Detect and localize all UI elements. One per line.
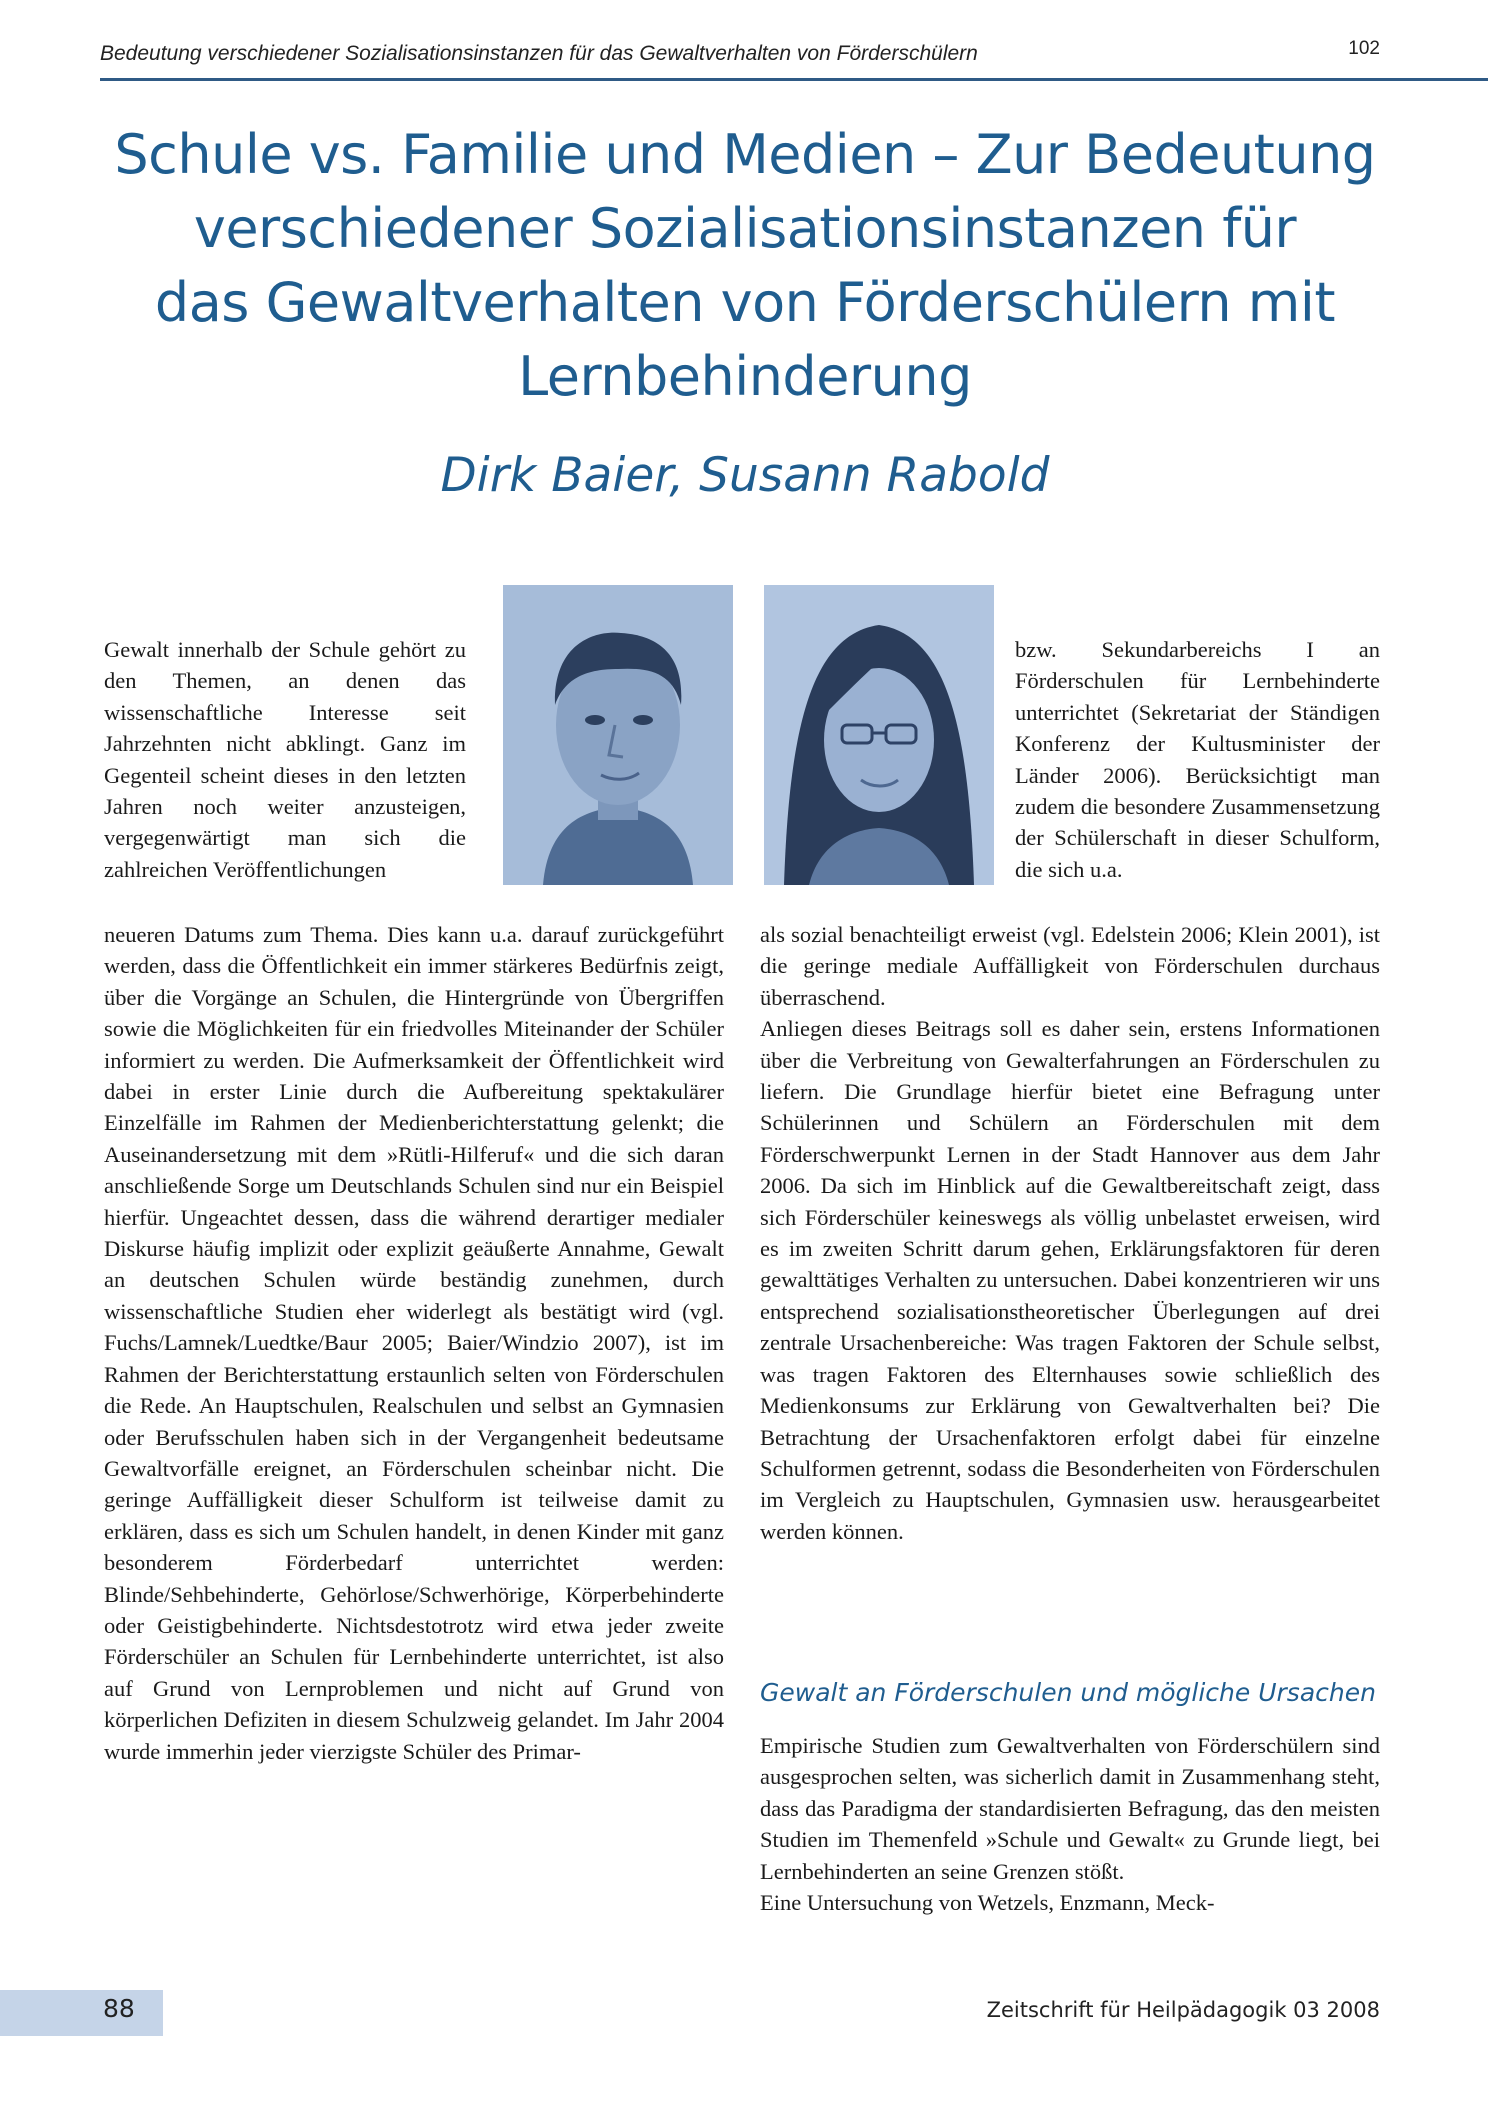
- title-line: Schule vs. Familie und Medien – Zur Bedeutung: [114, 123, 1376, 186]
- body-paragraph: neueren Datums zum Thema. Dies kann u.a. darauf zurückgeführt werden, dass die Öffentlichkeit ein immer stärkeres Bedürfnis zeigt, über die Vorgänge an Schulen, die Hintergründe von Übergriffen sowie die Möglichkeiten für ein friedvolles Miteinander der Schüler informiert zu werden. Die Aufmerksamkeit der Öffentlichkeit wird dabei in erster Linie durch die Aufbereitung spektakulärer Einzelfälle im Rahmen der Medienberichterstattung gelenkt; die Auseinandersetzung mit dem »Rütli-Hilferuf« und die sich daran anschließende Sorge um Deutschlands Schulen sind nur ein Beispiel hierfür. Ungeachtet dessen, dass die während derartiger medialer Diskurse häufig implizit oder explizit geäußerte Annahme, Gewalt an deutschen Schulen würde beständig zunehmen, durch wissenschaftliche Studien eher widerlegt als bestätigt wird (vgl. Fuchs/Lamnek/Luedtke/Baur 2005; Baier/Windzio 2007), ist im Rahmen der Berichterstattung erstaunlich selten von Förderschulen die Rede. An Hauptschulen, Realschulen und selbst an Gymnasien oder Berufsschulen haben sich in der Vergangenheit bedeutsame Gewaltvorfälle ereignet, an Förderschulen scheinbar nicht. Die geringe Auffälligkeit dieser Schulform ist teilweise damit zu erklären, dass es sich um Schulen handelt, in denen Kinder mit ganz besonderem Förderbedarf unterrichtet werden: Blinde/Sehbehinderte, Gehörlose/Schwerhörige, Körperbehinderte oder Geistigbehinderte. Nichtsdestotrotz wird etwa jeder zweite Förderschüler an Schulen für Lernbehinderte unterrichtet, ist also auf Grund von Lernproblemen und nicht auf Grund von körperlichen Defiziten in diesem Schulzweig gelandet. Im Jahr 2004 wurde immerhin jeder vierzigste Schüler des Primar-: [104, 922, 724, 1764]
- running-header: Bedeutung verschiedener Sozialisationsinstanzen für das Gewaltverhalten von Förderschülern: [100, 42, 978, 65]
- author-photo-rabold: [764, 585, 994, 885]
- page-number: 88: [103, 1994, 135, 2023]
- body-paragraph: Gewalt innerhalb der Schule gehört zu den Themen, an denen das wissenschaftliche Interesse seit Jahrzehnten nicht abklingt. Ganz im Gegenteil scheint dieses in den letzten Jahren noch weiter anzusteigen, vergegenwärtigt man sich die zahlreichen Veröffentlichungen: [104, 637, 466, 882]
- header-rule: [100, 78, 1488, 81]
- body-column-left-top: [104, 634, 466, 885]
- body-column-right-lower: [760, 1730, 1380, 1918]
- body-paragraph: als sozial benachteiligt erweist (vgl. Edelstein 2006; Klein 2001), ist die geringe mediale Auffälligkeit von Förderschulen durchaus überraschend.: [760, 922, 1380, 1010]
- article-title: [100, 118, 1390, 414]
- body-paragraph: bzw. Sekundarbereichs I an Förderschulen für Lernbehinderte unterrichtet (Sekretariat der Ständigen Konferenz der Kultusminister der Länder 2006). Berücksichtigt man zudem die besondere Zusammensetzung der Schülerschaft in dieser Schulform, die sich u.a.: [1015, 637, 1380, 882]
- page-number-box: [0, 1990, 163, 2036]
- author-photo-baier: [503, 585, 733, 885]
- article-authors: Dirk Baier, Susann Rabold: [440, 448, 1050, 503]
- header-page-number: 102: [1348, 38, 1380, 59]
- portrait-man-icon: [503, 585, 733, 885]
- title-line: Lernbehinderung: [518, 345, 972, 408]
- section-heading: Gewalt an Förderschulen und mögliche Ursachen: [760, 1678, 1376, 1707]
- portrait-woman-icon: [764, 585, 994, 885]
- title-line: das Gewaltverhalten von Förderschülern mit: [154, 271, 1336, 334]
- journal-footer: Zeitschrift für Heilpädagogik 03 2008: [986, 1998, 1380, 2022]
- body-column-right: [760, 919, 1380, 1547]
- body-paragraph: Eine Untersuchung von Wetzels, Enzmann, Meck-: [760, 1890, 1215, 1916]
- body-paragraph: Empirische Studien zum Gewaltverhalten von Förderschülern sind ausgesprochen selten, was sicherlich damit in Zusammenhang steht, dass das Paradigma der standardisierten Befragung, das den meisten Studien im Themenfeld »Schule und Gewalt« zu Grunde liegt, bei Lernbehinderten an seine Grenzen stößt.: [760, 1733, 1380, 1884]
- body-column-right-top: [1015, 634, 1380, 885]
- body-paragraph: Anliegen dieses Beitrags soll es daher sein, erstens Informationen über die Verbreitung von Gewalterfahrungen an Förderschulen zu liefern. Die Grundlage hierfür bietet eine Befragung unter Schülerinnen und Schülern an Förderschulen mit dem Förderschwerpunkt Lernen in der Stadt Hannover aus dem Jahr 2006. Da sich im Hinblick auf die Gewaltbereitschaft zeigt, dass sich Förderschüler keineswegs als völlig unbelastet erweisen, wird es im zweiten Schritt darum gehen, Erklärungsfaktoren für deren gewalttätiges Verhalten zu untersuchen. Dabei konzentrieren wir uns entsprechend sozialisationstheoretischer Überlegungen auf drei zentrale Ursachenbereiche: Was tragen Faktoren der Schule selbst, was tragen Faktoren des Elternhauses sowie schließlich des Medienkonsums zur Erklärung von Gewaltverhalten bei? Die Betrachtung der Ursachenfaktoren erfolgt dabei für einzelne Schulformen getrennt, sodass die Besonderheiten von Förderschulen im Vergleich zu Hauptschulen, Gymnasien usw. herausgearbeitet werden können.: [760, 1016, 1380, 1544]
- body-column-left: [104, 919, 724, 1767]
- title-line: verschiedener Sozialisationsinstanzen für: [193, 197, 1297, 260]
